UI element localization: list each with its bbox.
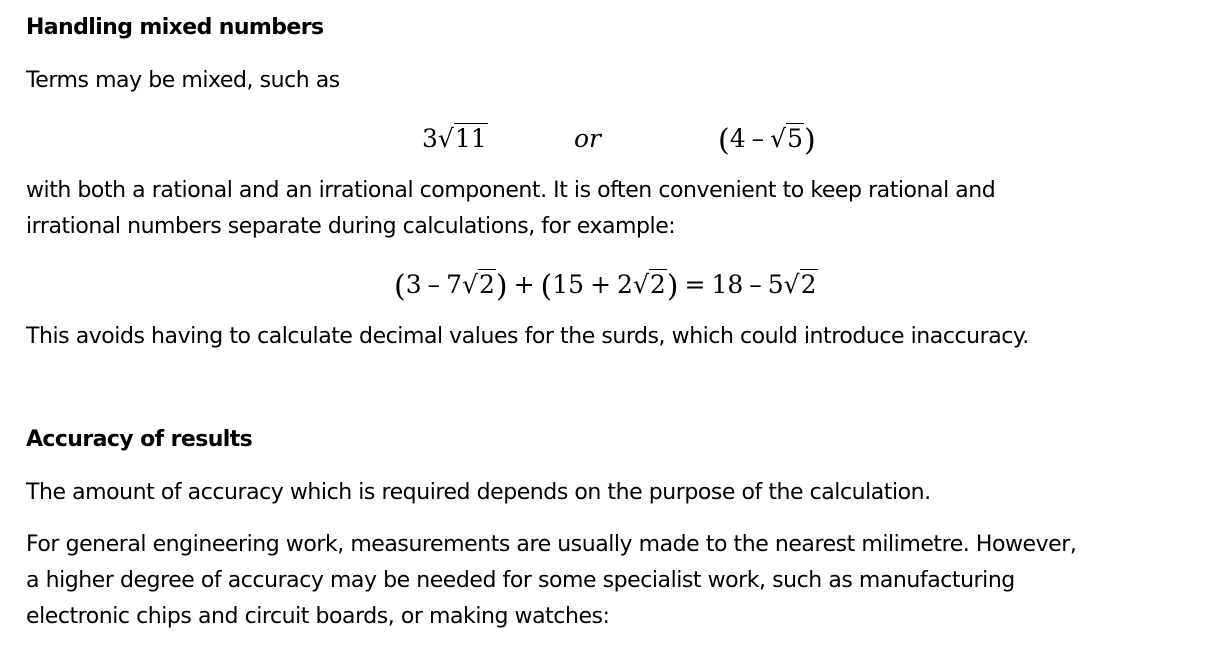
intro-text: Terms may be mixed, such as [26,68,340,93]
term2-coefficient: 2 [617,270,633,299]
term1-coefficient: 7 [446,270,463,299]
radical-sign: √ [462,270,478,299]
math-example-4-minus-root-5 [718,122,816,156]
close-paren: ) [495,269,508,304]
radical-sign: √ [437,124,454,153]
conclusion-text: This avoids having to calculate decimal values for the surds, which could introduce inaccuracy. [26,324,1029,349]
term1-radicand: 2 [478,270,495,299]
result-whole: 18 [711,270,744,299]
engineering-paragraph-line-1: For general engineering work, measurements are usually made to the nearest milimetre. However, [26,532,1077,557]
radicand: 11 [454,124,487,153]
close-paren: ) [666,269,679,304]
term1-operator: – [427,270,441,299]
radical-sign: √ [770,124,787,153]
equals-sign: = [684,270,706,299]
engineering-paragraph-line-3: electronic chips and circuit boards, or making watches: [26,604,610,629]
coefficient: 3 [422,124,438,153]
engineering-paragraph-line-2: a higher degree of accuracy may be needed for some specialist work, such as manufacturing [26,568,1015,593]
heading-handling-mixed-numbers: Handling mixed numbers [26,15,324,40]
result-radicand: 2 [800,270,817,299]
radicand: 5 [787,124,803,153]
plus-sign: + [513,270,535,299]
equation-surd-addition [394,268,818,302]
radical-sign: √ [632,270,649,299]
result-operator: – [749,270,762,299]
term2-whole: 15 [552,270,585,299]
math-example-3-root-11 [422,122,488,156]
whole-part: 4 [729,124,746,153]
open-paren: ( [718,123,730,158]
result-coefficient: 5 [767,270,784,299]
radical-sign: √ [783,270,800,299]
paragraph-line-2: irrational numbers separate during calculations, for example: [26,214,676,239]
term2-operator: + [590,270,612,299]
paragraph-line-1: with both a rational and an irrational component. It is often convenient to keep rational and [26,178,996,203]
open-paren: ( [394,269,406,304]
accuracy-paragraph: The amount of accuracy which is required depends on the purpose of the calculation. [26,480,931,505]
term1-whole: 3 [405,270,422,299]
heading-accuracy-of-results: Accuracy of results [26,427,253,452]
minus-sign: – [751,124,765,153]
open-paren: ( [540,269,553,304]
or-word: or [574,124,602,153]
close-paren: ) [803,123,816,158]
term2-radicand: 2 [649,270,666,299]
